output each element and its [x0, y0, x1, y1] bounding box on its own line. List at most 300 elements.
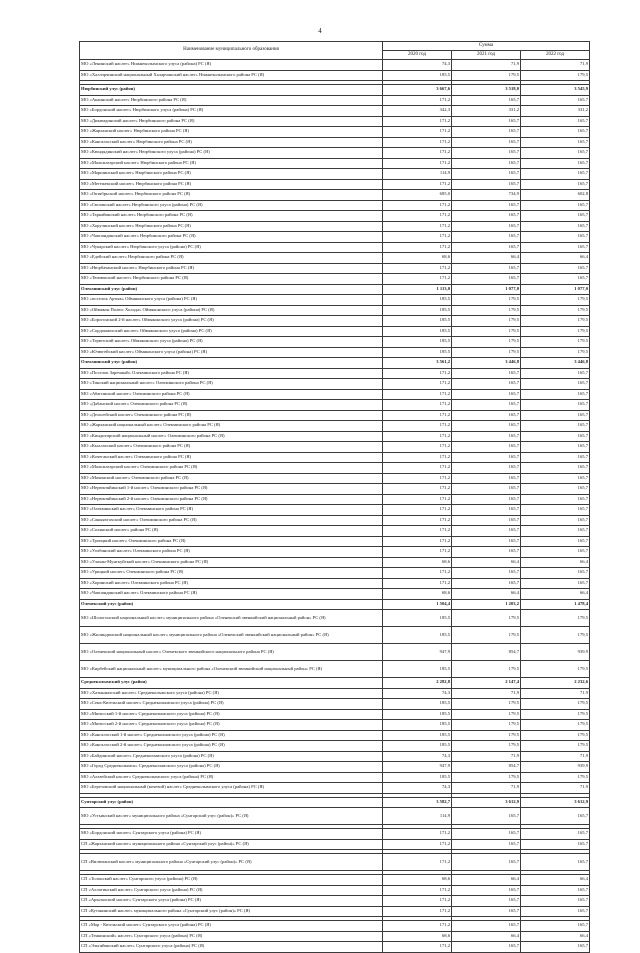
table-row [80, 885, 590, 896]
municipality-name: МО «Бордонский наслег» Нюрбинского улуса (района) РС (Я) [80, 106, 383, 117]
municipality-name: МО «Кюндядинский наслег» Нюрбинского улуса (района) РС (Я) [80, 148, 383, 159]
amount-2020: 171,2 [383, 829, 452, 840]
table-row [80, 942, 590, 953]
amount-2020: 171,2 [383, 906, 452, 917]
amount-2020: 171,2 [383, 536, 452, 547]
amount-2021: 854,7 [452, 644, 521, 661]
amount-2022: 1 478,4 [521, 599, 590, 610]
amount-2020: 171,2 [383, 494, 452, 505]
amount-2022: 165,7 [521, 431, 590, 442]
municipality-name: МО «Мятисский 2-й наслег» Среднеколымского улуса (района) РС (Я) [80, 720, 383, 731]
amount-2021: 71,9 [452, 751, 521, 762]
amount-2021: 165,7 [452, 515, 521, 526]
municipality-name: МО «Абагинский наслег» Олекминского района РС (Я) [80, 389, 383, 400]
amount-2022: 165,7 [521, 536, 590, 547]
municipality-name: МО «Мятисский 1-й наслег» Среднеколымского улуса (района) РС (Я) [80, 709, 383, 720]
amount-2020: 685,0 [383, 190, 452, 201]
amount-2022: 71,9 [521, 751, 590, 762]
table-row [80, 116, 590, 127]
amount-2020: 114,9 [383, 808, 452, 825]
amount-2022: 179,5 [521, 741, 590, 752]
amount-2022: 165,7 [521, 148, 590, 159]
municipality-name: МО «Уолбинский наслег» Олекминского района РС (Я) [80, 547, 383, 558]
amount-2021: 165,7 [452, 473, 521, 484]
amount-2022: 179,5 [521, 316, 590, 327]
amount-2021: 165,7 [452, 484, 521, 495]
amount-2020: 185,5 [383, 720, 452, 731]
district-total-row [80, 85, 590, 96]
amount-2022: 602,8 [521, 190, 590, 201]
table-row [80, 906, 590, 917]
amount-2021: 179,5 [452, 661, 521, 678]
amount-2020: 3 561,2 [383, 358, 452, 369]
amount-2022: 179,5 [521, 699, 590, 710]
municipality-name: МО «Устьинский наслег» муниципального района «Сунтарский улус (район)» РС (Я) [80, 808, 383, 825]
amount-2020: 171,2 [383, 116, 452, 127]
amount-2020: 171,2 [383, 568, 452, 579]
amount-2021: 165,7 [452, 942, 521, 953]
table-row [80, 526, 590, 537]
district-name: Нюрбинский улус (район) [80, 85, 383, 96]
amount-2021: 165,7 [452, 536, 521, 547]
table-row [80, 808, 590, 825]
amount-2020: 185,5 [383, 730, 452, 741]
amount-2020: 171,2 [383, 211, 452, 222]
municipality-name: СП «Вилючанский наслег» муниципального района «Сунтарский улус (район)» РС (Я) [80, 854, 383, 871]
amount-2022: 165,7 [521, 127, 590, 138]
amount-2020: 1 113,0 [383, 284, 452, 295]
amount-2020: 171,2 [383, 484, 452, 495]
amount-2022: 165,7 [521, 263, 590, 274]
amount-2022: 331,2 [521, 106, 590, 117]
amount-2021: 165,7 [452, 200, 521, 211]
amount-2021: 179,5 [452, 347, 521, 358]
amount-2020: 171,2 [383, 263, 452, 274]
amount-2020: 947,9 [383, 762, 452, 773]
municipality-name: МО «Киндигирский национальный наслег» Олекминского района РС (Я) [80, 431, 383, 442]
table-row [80, 505, 590, 516]
amount-2020: 3 667,6 [383, 85, 452, 96]
municipality-name: СП «Тенкинский» наслег» Сунтарского улуса (района) РС (Я) [80, 931, 383, 942]
municipality-name: МО «Тинский национальный наслег» Олекминского района РС (Я) [80, 379, 383, 390]
header-year-2020: 2020 год [383, 51, 452, 60]
table-row [80, 854, 590, 871]
table-row [80, 158, 590, 169]
amount-2020: 171,2 [383, 921, 452, 932]
amount-2022: 165,7 [521, 442, 590, 453]
amount-2022: 939,9 [521, 644, 590, 661]
municipality-name: МО «Оленекский национальный наслег» Оленекского эвенкийского национального района РС (Я) [80, 644, 383, 661]
table-row [80, 783, 590, 794]
amount-2020: 171,2 [383, 221, 452, 232]
municipality-name: МО «Октябрьский наслег» Нюрбинского района РС (Я) [80, 190, 383, 201]
amount-2021: 165,7 [452, 116, 521, 127]
amount-2022: 165,7 [521, 463, 590, 474]
municipality-name: МО «Мачинский наслег» Олекминского района РС (Я) [80, 473, 383, 484]
table-row [80, 875, 590, 886]
amount-2021: 66,4 [452, 253, 521, 264]
municipality-name: МО «Кангаласский наслег» Нюрбинского района РС (Я) [80, 137, 383, 148]
table-row [80, 568, 590, 579]
district-name: Олекминский улус (район) [80, 284, 383, 295]
amount-2020: 171,2 [383, 95, 452, 106]
amount-2020: 74,3 [383, 751, 452, 762]
table-row [80, 921, 590, 932]
amount-2020: 171,2 [383, 379, 452, 390]
table-row [80, 148, 590, 159]
amount-2020: 171,2 [383, 127, 452, 138]
amount-2021: 179,5 [452, 295, 521, 306]
table-row [80, 762, 590, 773]
amount-2020: 1 504,4 [383, 599, 452, 610]
amount-2022: 165,7 [521, 547, 590, 558]
amount-2022: 179,5 [521, 772, 590, 783]
table-row [80, 368, 590, 379]
amount-2021: 165,7 [452, 179, 521, 190]
amount-2020: 171,2 [383, 368, 452, 379]
table-row [80, 295, 590, 306]
municipality-name: МО «Кангаласский 2-й наслег» Среднеколымского улуса (района) РС (Я) [80, 741, 383, 752]
municipality-name: СП «Аллагинский наслег» Сунтарского улуса (района) РС (Я) [80, 885, 383, 896]
amount-2021: 3 446,8 [452, 358, 521, 369]
table-row [80, 463, 590, 474]
amount-2021: 165,7 [452, 547, 521, 558]
table-row [80, 106, 590, 117]
amount-2020: 68,6 [383, 875, 452, 886]
amount-2021: 165,7 [452, 400, 521, 411]
amount-2021: 165,7 [452, 221, 521, 232]
municipality-name: СП «Мар - Кюельский наслег» Сунтарского улуса (района) РС (Я) [80, 921, 383, 932]
amount-2020: 185,5 [383, 295, 452, 306]
header-sum-column: Сумма [383, 42, 590, 51]
amount-2020: 185,5 [383, 709, 452, 720]
amount-2021: 854,7 [452, 762, 521, 773]
municipality-name: СП «Эльгяйинский наслег» Сунтарского улуса (района) РС (Я) [80, 942, 383, 953]
amount-2020: 171,2 [383, 242, 452, 253]
municipality-name: МО «Солянский наслег» района РС (Я) [80, 526, 383, 537]
municipality-name: МО «Тюмюкский наслег» Нюрбинского района РС (Я) [80, 274, 383, 285]
municipality-name: МО «Дикимдинский наслег» Нюрбинского района РС (Я) [80, 116, 383, 127]
amount-2021: 165,7 [452, 263, 521, 274]
amount-2021: 165,7 [452, 854, 521, 871]
amount-2020: 171,2 [383, 179, 452, 190]
table-row [80, 337, 590, 348]
table-row [80, 547, 590, 558]
amount-2021: 179,5 [452, 305, 521, 316]
amount-2021: 1 203,2 [452, 599, 521, 610]
amount-2022: 3 446,8 [521, 358, 590, 369]
municipality-name: МО «Жарханский наслег» Нюрбинского района РС (Я) [80, 127, 383, 138]
amount-2020: 171,2 [383, 442, 452, 453]
district-name: Оленекский улус (район) [80, 599, 383, 610]
amount-2022: 165,7 [521, 400, 590, 411]
table-row [80, 421, 590, 432]
amount-2021: 179,5 [452, 720, 521, 731]
table-row [80, 211, 590, 222]
amount-2021: 66,4 [452, 557, 521, 568]
amount-2020: 171,2 [383, 526, 452, 537]
table-row [80, 60, 590, 71]
municipality-name: МО «Кыллахский наслег» Олекминского района РС (Я) [80, 442, 383, 453]
amount-2020: 171,2 [383, 274, 452, 285]
amount-2021: 165,7 [452, 463, 521, 474]
amount-2020: 171,2 [383, 839, 452, 850]
municipality-name: МО «Шологонский национальный наслег» муниципального района «Оленекский эвенкийский национальный район» РС (Я) [80, 610, 383, 627]
amount-2022: 179,5 [521, 610, 590, 627]
amount-2022: 165,7 [521, 568, 590, 579]
amount-2021: 165,7 [452, 410, 521, 421]
district-total-row [80, 678, 590, 689]
table-row [80, 221, 590, 232]
budget-table [79, 41, 590, 953]
municipality-name: МО «Березовский национальный (кочевой) наслег» Среднеколымского улуса (района) РС (Я) [80, 783, 383, 794]
amount-2020: 171,2 [383, 942, 452, 953]
municipality-name: МО «Троицкий наслег» Олекминского района РС (Я) [80, 536, 383, 547]
municipality-name: МО «Хорулинский наслег» Нюрбинского района РС (Я) [80, 221, 383, 232]
municipality-name: МО «Халлэрчинский национальный Халарчинский наслег» Нижнеколымского района РС (Я) [80, 70, 383, 81]
page-number: 4 [318, 27, 322, 35]
amount-2020: 171,2 [383, 421, 452, 432]
municipality-name: СП «Жарханский наслег» муниципального района «Сунтарский улус (район)» РС (Я) [80, 839, 383, 850]
amount-2020: 171,2 [383, 885, 452, 896]
municipality-name: МО «Оймякон Полюс Холода» Оймяконского улуса (района) РС (Я) [80, 305, 383, 316]
municipality-name: МО «Мальжагарский наслег» Олекминского района РС (Я) [80, 463, 383, 474]
amount-2021: 71,9 [452, 783, 521, 794]
table-row [80, 442, 590, 453]
table-row [80, 494, 590, 505]
municipality-name: МО «Сюлинский наслег» Нюрбинского улуса (района) РС (Я) [80, 200, 383, 211]
amount-2020: 68,6 [383, 931, 452, 942]
amount-2022: 165,7 [521, 906, 590, 917]
amount-2021: 179,5 [452, 699, 521, 710]
amount-2021: 71,9 [452, 688, 521, 699]
amount-2022: 165,7 [521, 452, 590, 463]
amount-2022: 165,7 [521, 473, 590, 484]
amount-2022: 165,7 [521, 379, 590, 390]
amount-2022: 165,7 [521, 578, 590, 589]
amount-2022: 179,5 [521, 627, 590, 644]
municipality-name: МО «Саныяхтахский наслег» Олекминского района РС (Я) [80, 515, 383, 526]
amount-2021: 165,7 [452, 921, 521, 932]
amount-2021: 165,7 [452, 885, 521, 896]
amount-2022: 165,7 [521, 368, 590, 379]
amount-2021: 165,7 [452, 906, 521, 917]
amount-2020: 185,5 [383, 70, 452, 81]
table-row [80, 431, 590, 442]
amount-2021: 3 612,9 [452, 797, 521, 808]
municipality-name: МО «Город Среднеколымск» Среднеколымского улуса (района) РС (Я) [80, 762, 383, 773]
header-year-2022: 2022 год [521, 51, 590, 60]
table-header-row [80, 42, 590, 51]
amount-2020: 185,5 [383, 337, 452, 348]
district-total-row [80, 797, 590, 808]
amount-2021: 179,5 [452, 741, 521, 752]
amount-2020: 185,5 [383, 316, 452, 327]
municipality-name: МО «Сордоннохский наслег» Оймяконского улуса (района) РС (Я) [80, 326, 383, 337]
table-row [80, 557, 590, 568]
amount-2022: 165,7 [521, 389, 590, 400]
amount-2021: 165,7 [452, 169, 521, 180]
amount-2022: 165,7 [521, 484, 590, 495]
amount-2021: 165,7 [452, 896, 521, 907]
amount-2021: 165,7 [452, 137, 521, 148]
municipality-name: МО «Мальжагарский наслег» Нюрбинского района РС (Я) [80, 158, 383, 169]
amount-2022: 1 077,0 [521, 284, 590, 295]
amount-2021: 179,5 [452, 730, 521, 741]
amount-2022: 165,7 [521, 896, 590, 907]
table-row [80, 95, 590, 106]
amount-2022: 165,7 [521, 116, 590, 127]
amount-2020: 342,3 [383, 106, 452, 117]
municipality-name: МО «Маршинский наслег» Нюрбинского района РС (Я) [80, 169, 383, 180]
amount-2020: 2 282,8 [383, 678, 452, 689]
table-row [80, 730, 590, 741]
amount-2020: 185,5 [383, 772, 452, 783]
amount-2020: 171,2 [383, 232, 452, 243]
municipality-name: МО «Кирбейский национальный наслег» муниципального района «Оленекский эвенкийский национальный район» РС (Я) [80, 661, 383, 678]
amount-2020: 185,5 [383, 627, 452, 644]
amount-2022: 179,5 [521, 326, 590, 337]
table-row [80, 610, 590, 627]
municipality-name: МО «Чаппандинский наслег» Нюрбинского района РС (Я) [80, 232, 383, 243]
amount-2020: 185,5 [383, 305, 452, 316]
amount-2021: 165,7 [452, 274, 521, 285]
municipality-name: МО «Акаинский наслег» Нюрбинского района РС (Я) [80, 95, 383, 106]
amount-2022: 66,4 [521, 931, 590, 942]
amount-2021: 165,7 [452, 505, 521, 516]
table-row [80, 137, 590, 148]
amount-2020: 171,2 [383, 200, 452, 211]
amount-2021: 66,4 [452, 875, 521, 886]
district-total-row [80, 358, 590, 369]
municipality-name: МО «Чаппандинский наслег» Олекминского района РС (Я) [80, 589, 383, 600]
amount-2021: 165,7 [452, 568, 521, 579]
table-row [80, 379, 590, 390]
municipality-name: МО «Алазейский наслег» Среднеколымского улуса (района) РС (Я) [80, 772, 383, 783]
amount-2020: 171,2 [383, 410, 452, 421]
amount-2020: 185,5 [383, 661, 452, 678]
municipality-name: МО «Поселок Заречный» Олекминского района РС (Я) [80, 368, 383, 379]
amount-2022: 165,7 [521, 274, 590, 285]
amount-2022: 66,4 [521, 875, 590, 886]
amount-2022: 165,7 [521, 505, 590, 516]
amount-2022: 165,7 [521, 808, 590, 825]
amount-2022: 165,7 [521, 221, 590, 232]
district-name: Среднеколымский улус (район) [80, 678, 383, 689]
table-row [80, 741, 590, 752]
amount-2022: 165,7 [521, 179, 590, 190]
table-row [80, 931, 590, 942]
municipality-name: МО «Дельгейский наслег» Олекминского района РС (Я) [80, 410, 383, 421]
amount-2020: 171,2 [383, 473, 452, 484]
table-row [80, 896, 590, 907]
table-row [80, 829, 590, 840]
amount-2021: 165,7 [452, 158, 521, 169]
amount-2020: 185,5 [383, 741, 452, 752]
amount-2022: 165,7 [521, 211, 590, 222]
amount-2022: 66,4 [521, 557, 590, 568]
amount-2021: 165,7 [452, 431, 521, 442]
municipality-name: МО «Терютский наслег» Оймяконского улуса (района) РС (Я) [80, 337, 383, 348]
table-row [80, 410, 590, 421]
table-row [80, 200, 590, 211]
table-row [80, 127, 590, 138]
municipality-name: МО «Бордонский наслег» Сунтарского улуса (района) РС (Я) [80, 829, 383, 840]
amount-2020: 74,3 [383, 60, 452, 71]
amount-2021: 734,9 [452, 190, 521, 201]
amount-2021: 165,7 [452, 829, 521, 840]
municipality-name: МО «Сень-Кюельский наслег» Среднеколымского улуса (района) РС (Я) [80, 699, 383, 710]
amount-2022: 71,9 [521, 783, 590, 794]
amount-2021: 165,7 [452, 211, 521, 222]
amount-2020: 74,3 [383, 688, 452, 699]
table-row [80, 70, 590, 81]
amount-2020: 74,3 [383, 783, 452, 794]
amount-2020: 68,6 [383, 253, 452, 264]
amount-2021: 71,9 [452, 60, 521, 71]
municipality-name: МО «Борогонский 2-й наслег» Оймяконского улуса (района) РС (Я) [80, 316, 383, 327]
header-year-2021: 2021 год [452, 51, 521, 60]
amount-2021: 2 147,4 [452, 678, 521, 689]
amount-2022: 179,5 [521, 70, 590, 81]
municipality-name: МО «Нерюктяйинский 1-й наслег» Олекминского района РС (Я) [80, 484, 383, 495]
amount-2020: 171,2 [383, 578, 452, 589]
amount-2021: 179,5 [452, 70, 521, 81]
amount-2020: 171,2 [383, 389, 452, 400]
municipality-name: МО «Кангаласский 1-й наслег» Среднеколымского улуса (района) РС (Я) [80, 730, 383, 741]
amount-2022: 179,5 [521, 337, 590, 348]
municipality-name: МО «Едейский наслег» Нюрбинского района РС (Я) [80, 253, 383, 264]
amount-2021: 179,5 [452, 709, 521, 720]
table-row [80, 253, 590, 264]
amount-2021: 165,7 [452, 808, 521, 825]
table-row [80, 242, 590, 253]
amount-2021: 165,7 [452, 232, 521, 243]
amount-2022: 165,7 [521, 421, 590, 432]
table-row [80, 389, 590, 400]
amount-2022: 179,5 [521, 305, 590, 316]
table-row [80, 751, 590, 762]
table-row [80, 400, 590, 411]
amount-2022: 165,7 [521, 921, 590, 932]
amount-2020: 171,2 [383, 854, 452, 871]
municipality-name: МО «Хатыннахский наслег» Среднеколымского улуса (района) РС (Я) [80, 688, 383, 699]
municipality-name: МО «Хоринский наслег» Олекминского района РС (Я) [80, 578, 383, 589]
amount-2022: 165,7 [521, 169, 590, 180]
table-row [80, 627, 590, 644]
amount-2021: 66,4 [452, 589, 521, 600]
amount-2021: 165,7 [452, 452, 521, 463]
amount-2022: 165,7 [521, 526, 590, 537]
municipality-name: СП «Кутанинский наслег» муниципального района «Сунтарский улус (район)» РС (Я) [80, 906, 383, 917]
amount-2022: 165,7 [521, 854, 590, 871]
table-row [80, 709, 590, 720]
amount-2021: 165,7 [452, 442, 521, 453]
amount-2021: 165,7 [452, 368, 521, 379]
amount-2022: 165,7 [521, 829, 590, 840]
table-row [80, 839, 590, 850]
table-row [80, 772, 590, 783]
amount-2020: 185,5 [383, 610, 452, 627]
municipality-name: МО «Ючюгейский наслег» Оймяконского улуса (района) РС (Я) [80, 347, 383, 358]
table-row [80, 589, 590, 600]
amount-2022: 3 612,9 [521, 797, 590, 808]
amount-2022: 165,7 [521, 885, 590, 896]
amount-2020: 185,5 [383, 699, 452, 710]
amount-2022: 939,9 [521, 762, 590, 773]
amount-2022: 179,5 [521, 709, 590, 720]
amount-2022: 2 232,6 [521, 678, 590, 689]
